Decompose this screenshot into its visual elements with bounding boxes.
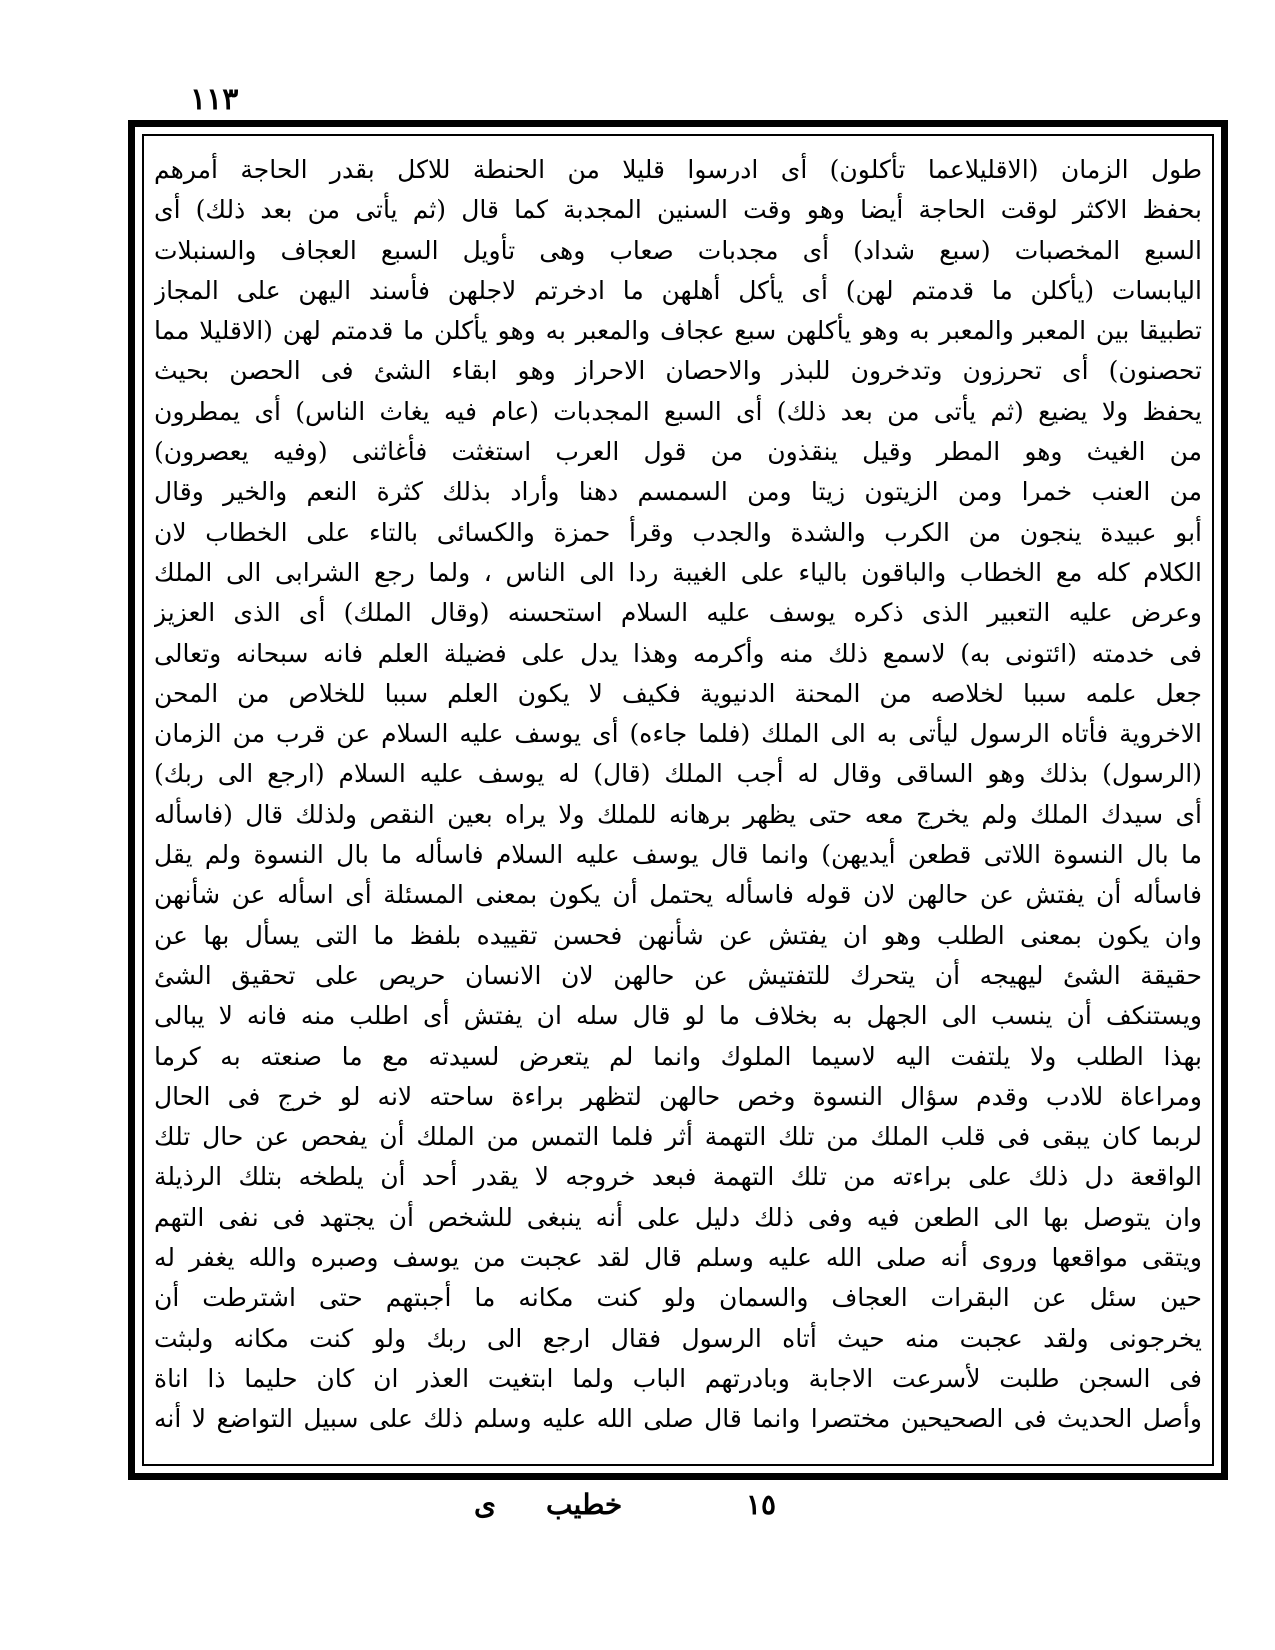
text-line: اليابسات (يأكلن ما قدمتم لهن) أى يأكل أهلهن ما ادخرتم لاجلهن فأسند اليهن على المجاز: [154, 275, 1202, 305]
signature-number: ١٥: [746, 1488, 777, 1521]
text-line: تطبيقا بين المعبر والمعبر به وهو يأكلهن سبع عجاف والمعبر به وهو يأكلن ما قدمتم لهن (الاقليلا مما: [154, 316, 1202, 346]
text-line: جعل علمه سببا لخلاصه من المحنة الدنيوية فكيف لا يكون العلم سببا للخلاص من المحن: [154, 678, 1202, 708]
text-line: أى سيدك الملك ولم يخرج معه حتى يظهر برهانه للملك ولا يراه بعين النقص ولذلك قال (فاسأله: [154, 799, 1202, 829]
text-line: حين سئل عن البقرات العجاف والسمان ولو كنت مكانه ما أجبتهم حتى اشترطت أن: [154, 1283, 1202, 1313]
text-line: من الغيث وهو المطر وقيل ينقذون من قول العرب استغثت فأغاثنى (وفيه يعصرون): [154, 437, 1202, 467]
text-line: الاخروية فأتاه الرسول ليأتى به الى الملك (فلما جاءه) أى يوسف عليه السلام عن قرب من الزمان: [154, 719, 1202, 749]
page-footer: [0, 1488, 1275, 1528]
text-line: تحصنون) أى تحرزون وتدخرون للبذر والاحصان الاحراز وهو ابقاء الشئ فى الحصن بحيث: [154, 356, 1202, 386]
text-line: وان يتوصل بها الى الطعن فيه وفى ذلك دليل على أنه ينبغى للشخص أن يجتهد فى نفى التهم: [154, 1202, 1202, 1232]
text-line: ما بال النسوة اللاتى قطعن أيديهن) وانما قال يوسف عليه السلام فاسأله ما بال النسوة ولم يقل: [154, 840, 1202, 870]
text-line: ومراعاة للادب وقدم سؤال النسوة وخص حالهن لتظهر براءة ساحته لانه لو خرج فى الحال: [154, 1081, 1202, 1111]
text-line: بهذا الطلب ولا يلتفت اليه لاسيما الملوك وانما لم يتعرض لسيدته مع ما صنعته به كرما: [154, 1041, 1202, 1071]
text-line: ويتقى مواقعها وروى أنه صلى الله عليه وسلم قال لقد عجبت من يوسف وصبره والله يغفر له: [154, 1243, 1202, 1273]
text-line: حقيقة الشئ ليهيجه أن يتحرك للتفتيش عن حالهن لان الانسان حريص على تحقيق الشئ: [154, 960, 1202, 990]
text-line: يخرجونى ولقد عجبت منه حيث أتاه الرسول فقال ارجع الى ربك ولو كنت مكانه ولبثت: [154, 1323, 1202, 1353]
text-line: فى السجن طلبت لأسرعت الاجابة وبادرتهم الباب ولما ابتغيت العذر ان كان حليما ذا اناة: [154, 1363, 1202, 1393]
text-line: فاسأله أن يفتش عن حالهن لان قوله فاسأله يحتمل أن يكون بمعنى المسئلة أى اسأله عن شأنهن: [154, 880, 1202, 910]
text-line: (الرسول) بذلك وهو الساقى وقال له أجب الملك (قال) له يوسف عليه السلام (ارجع الى ربك): [154, 759, 1202, 789]
text-line: أبو عبيدة ينجون من الكرب والشدة والجدب وقرأ حمزة والكسائى بالتاء على الخطاب لان: [154, 517, 1202, 547]
page-text-block: [148, 140, 1208, 1460]
text-line: يحفظ ولا يضيع (ثم يأتى من بعد ذلك) أى السبع المجدبات (عام فيه يغاث الناس) أى يمطرون: [154, 396, 1202, 426]
text-line: وأصل الحديث فى الصحيحين مختصرا وانما قال صلى الله عليه وسلم ذلك على سبيل التواضع لا أنه: [154, 1404, 1202, 1434]
text-line: وان يكون بمعنى الطلب وهو ان يفتش عن شأنهن فحسن تقييده بلفظ ما التى يسأل بها عن: [154, 920, 1202, 950]
text-line: لربما كان يبقى فى قلب الملك من تلك التهمة أثر فلما التمس من الملك أن يفحص عن حال تلك: [154, 1122, 1202, 1152]
text-line: السبع المخصبات (سبع شداد) أى مجدبات صعاب وهى تأويل السبع العجاف والسنبلات: [154, 235, 1202, 265]
signature-letter: ى: [474, 1488, 496, 1521]
text-line: وعرض عليه التعبير الذى ذكره يوسف عليه السلام استحسنه (وقال الملك) أى الذى العزيز: [154, 598, 1202, 628]
text-line: الكلام كله مع الخطاب والباقون بالياء على الغيبة ردا الى الناس ، ولما رجع الشرابى الى الملك: [154, 557, 1202, 587]
signature-word: خطيب: [546, 1488, 623, 1521]
text-line: الواقعة دل ذلك على براءته من تلك التهمة فبعد خروجه لا يقدر أحد أن يلطخه بتلك الرذيلة: [154, 1162, 1202, 1192]
text-line: بحفظ الاكثر لوقت الحاجة أيضا وهو وقت السنين المجدبة كما قال (ثم يأتى من بعد ذلك) أى: [154, 195, 1202, 225]
text-line: من العنب خمرا ومن الزيتون زيتا ومن السمسم دهنا وأراد بذلك كثرة النعم والخير وقال: [154, 477, 1202, 507]
text-line: فى خدمته (ائتونى به) لاسمع ذلك منه وأكرمه وهذا يدل على فضيلة العلم فانه سبحانه وتعالى: [154, 638, 1202, 668]
text-line: طول الزمان (الاقليلاعما تأكلون) أى ادرسوا قليلا من الحنطة للاكل بقدر الحاجة أمرهم: [154, 155, 1202, 184]
text-line: ويستنكف أن ينسب الى الجهل به بخلاف ما لو قال سله ان يفتش أى اطلب منه فانه لا يبالى: [154, 1001, 1202, 1031]
page-number: ١١٣: [190, 82, 239, 117]
